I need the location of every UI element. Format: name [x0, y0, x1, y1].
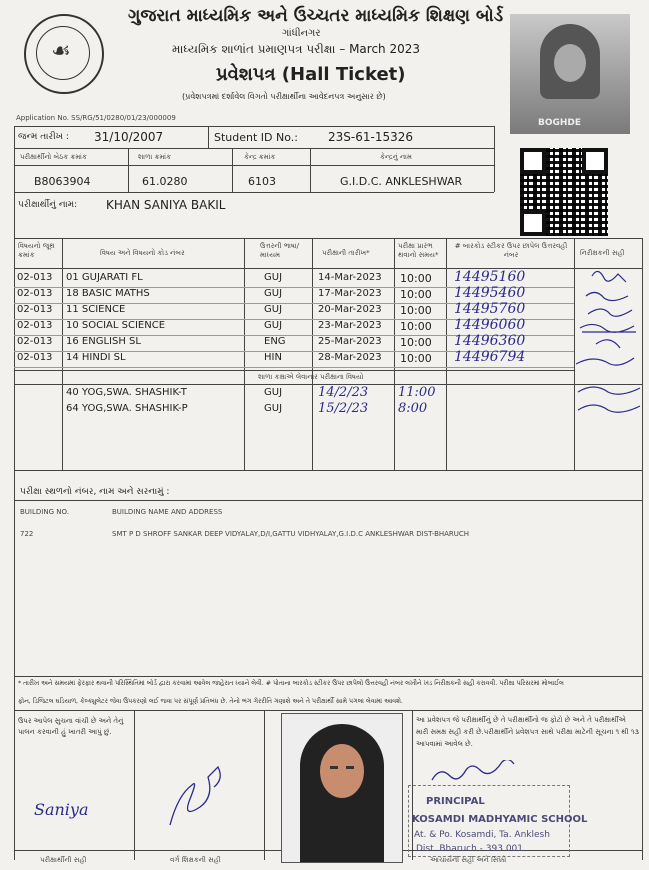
swan-icon: ☙	[51, 39, 71, 64]
subject-cell-date: 14-Mar-2023	[318, 272, 382, 283]
th-date: પરીક્ષાની તારીખ*	[322, 249, 370, 257]
subject-cell-date: 17-Mar-2023	[318, 288, 382, 299]
subject-cell-lang: ENG	[264, 336, 286, 347]
subject-cell-lang: GUJ	[264, 320, 283, 331]
qr-code	[520, 148, 608, 236]
subject-cell-group: 02-013	[17, 336, 53, 347]
name-label: પરીક્ષાર્થીનું નામ:	[18, 200, 78, 210]
subject-cell-group: 02-013	[17, 272, 53, 283]
signature-mark	[578, 387, 640, 394]
principal-sign-label: આચાર્યની સહી અને સિક્કો	[430, 856, 507, 864]
stamp-school-name: KOSAMDI MADHYAMIC SCHOOL	[412, 814, 588, 825]
subject-cell-answer-book: 14495460	[454, 285, 526, 301]
candidate-signature: Saniya	[34, 800, 89, 819]
student-id-value: 23S-61-15326	[328, 130, 413, 144]
board-city: ગાંધીનગર	[282, 28, 321, 39]
stamp-principal: PRINCIPAL	[426, 796, 485, 807]
doc-title: પ્રવેશપત્ર (Hall Ticket)	[216, 64, 406, 85]
school-subject-cell-time: 11:00	[398, 385, 436, 400]
th-subject: વિષય અને વિષયનો કોડ નંબર	[100, 249, 185, 257]
signature-mark	[586, 292, 628, 300]
note-line-1: * તારીખ અને સમયમાં ફેરફાર થવાની પરિસ્થિતિમાં બોર્ડ દ્વારા કરવામાં આવેલ જાહેરાત ધ્યાને લેવી. # પોતાના બારકોડ સ્ટીકર ઉપર છાપેલો ઉત્તરવહી નંબર લખીને ખંડ નિરીક્ષકની સહી કરાવવી. પરીક્ષા પરિસરમાં મોબાઈલ	[18, 680, 564, 687]
subject-cell-time: 10:00	[400, 304, 432, 317]
stamp-school-district: Dist. Bharuch - 393 001.	[416, 844, 526, 854]
photo-watermark: BOGHDE	[538, 118, 582, 128]
subject-cell-group: 02-013	[17, 304, 53, 315]
school-subject-cell-lang: GUJ	[264, 387, 283, 398]
application-number: Application No. SS/RG/51/0280/01/23/000009	[16, 114, 176, 122]
subject-cell-time: 10:00	[400, 320, 432, 333]
subject-cell-subject: 11 SCIENCE	[66, 304, 126, 315]
teacher-sign-label: વર્ગ શિક્ષકની સહી	[170, 856, 221, 864]
board-name: ગુજરાત માધ્યમિક અને ઉચ્ચતર માધ્યમિક શિક્ષણ બોર્ડ	[128, 6, 504, 26]
centre-name-value: G.I.D.C. ANKLESHWAR	[340, 175, 463, 188]
school-no-label: શાળા ક્રમાંક	[138, 153, 172, 161]
stamp-school-address: At. & Po. Kosamdi, Ta. Anklesh	[414, 830, 550, 840]
subject-cell-lang: HIN	[264, 352, 282, 363]
subject-cell-group: 02-013	[17, 352, 53, 363]
subject-cell-answer-book: 14496060	[454, 317, 526, 333]
subject-cell-time: 10:00	[400, 272, 432, 285]
signature-mark	[580, 324, 636, 332]
centre-no-value: 6103	[248, 175, 276, 188]
candidate-sign-label: પરીક્ષાર્થીની સહી	[40, 856, 87, 864]
doc-subtitle: (પ્રવેશપત્રમાં દર્શાવેલ વિગતો પરીક્ષાર્થીના આવેદનપત્ર અનુસાર છે)	[182, 92, 386, 101]
th-invigilator-sign: નિરીક્ષકની સહી	[580, 249, 625, 257]
school-subject-cell-date: 15/2/23	[318, 401, 369, 416]
subject-cell-lang: GUJ	[264, 272, 283, 283]
subject-cell-answer-book: 14495760	[454, 301, 526, 317]
subject-cell-answer-book: 14495160	[454, 269, 526, 285]
candidate-photo	[281, 713, 403, 863]
subject-cell-lang: GUJ	[264, 304, 283, 315]
subject-cell-subject: 18 BASIC MATHS	[66, 288, 150, 299]
th-group: વિષયનો જૂથ ક્રમાંક	[18, 242, 55, 259]
invigilator-signatures	[576, 266, 642, 426]
student-id-label: Student ID No.:	[214, 131, 298, 144]
subject-cell-lang: GUJ	[264, 288, 283, 299]
school-subject-cell-subject: 64 YOG,SWA. SHASHIK-P	[66, 403, 188, 414]
centre-no-label: કેન્દ્ર ક્રમાંક	[244, 153, 276, 161]
candidate-declaration: ઉપર આપેલ સુચના વાંચી છે અને તેનું પાલન કરવાની હું ખાતરી આપું છું.	[18, 717, 124, 736]
subject-cell-group: 02-013	[17, 320, 53, 331]
school-no-value: 61.0280	[142, 175, 188, 188]
building-no: 722	[20, 530, 34, 538]
seat-no-value: B8063904	[34, 175, 91, 188]
building-name-header: BUILDING NAME AND ADDRESS	[112, 508, 223, 516]
th-answer-book: # બારકોડ સ્ટીકર ઉપર છાપેલ ઉત્તરવહી નંબર	[454, 242, 568, 259]
school-subject-cell-date: 14/2/23	[318, 385, 369, 400]
board-logo	[24, 14, 104, 94]
signature-mark	[596, 340, 620, 348]
building-no-header: BUILDING NO.	[20, 508, 69, 516]
centre-name-label: કેન્દ્રનું નામ	[380, 153, 412, 161]
table-row-line	[14, 367, 574, 368]
school-subject-cell-time: 8:00	[398, 401, 428, 416]
note-line-2: ફોન, ડિજિટલ ઘડિયાળ, કેલ્ક્યુલેટર જેવા ઉપકરણો લઈ જવા પર સંપૂર્ણ પ્રતિબંધ છે. તેનો ભંગ ગેરરીતિ ગણાશે અને તે પરીક્ષાર્થી સામે પગલાં લેવામાં આવશે.	[18, 698, 403, 705]
subject-cell-subject: 01 GUJARATI FL	[66, 272, 143, 283]
seat-no-label: પરીક્ષાર્થીનો બેઠક ક્રમાંક	[20, 153, 87, 161]
school-subject-cell-lang: GUJ	[264, 403, 283, 414]
school-subject-cell-subject: 40 YOG,SWA. SHASHIK-T	[66, 387, 187, 398]
signature-mark	[576, 358, 634, 365]
exam-title: માધ્યમિક શાળાંત પ્રમાણપત્ર પરીક્ષા – March 2023	[172, 42, 421, 56]
candidate-name: KHAN SANIYA BAKIL	[106, 198, 226, 212]
candidate-photo-scan	[510, 14, 630, 134]
subject-cell-answer-book: 14496360	[454, 333, 526, 349]
subject-cell-time: 10:00	[400, 288, 432, 301]
th-language: ઉત્તરની ભાષા/માધ્યમ	[260, 242, 300, 259]
dob-value: 31/10/2007	[94, 130, 164, 144]
subject-cell-date: 20-Mar-2023	[318, 304, 382, 315]
principal-signature	[426, 760, 526, 786]
subject-cell-time: 10:00	[400, 336, 432, 349]
subject-cell-time: 10:00	[400, 352, 432, 365]
subject-cell-subject: 16 ENGLISH SL	[66, 336, 141, 347]
th-time: પરીક્ષા પ્રારંભ થવાનો સમય*	[398, 242, 439, 259]
school-level-label: શાળા કક્ષાએ લેવાનાર પરીક્ષાના વિષયો	[258, 373, 364, 381]
subject-cell-subject: 10 SOCIAL SCIENCE	[66, 320, 166, 331]
venue-heading: પરીક્ષા સ્થળનો નંબર, નામ અને સરનામું :	[20, 487, 170, 497]
signature-mark	[592, 271, 626, 282]
building-address: SMT P D SHROFF SANKAR DEEP VIDYALAY,D/I,GATTU VIDHYALAY,G.I.D.C ANKLESHWAR DIST-BHARUCH	[112, 530, 470, 538]
principal-declaration: આ પ્રવેશપત્ર જે પરીક્ષાર્થીનું છે તે પરીક્ષાર્થીનો જ ફોટો છે અને તે પરીક્ષાર્થીએ મારી સમક્ષ સહી કરી છે.પરીક્ષાર્થીને પ્રવેશપત્ર સાથે પરીક્ષા માટેની સૂચના ૧ થી ૧૩ આપવામાં આવેલ છે.	[416, 716, 639, 748]
class-teacher-signature	[160, 755, 230, 835]
subject-cell-answer-book: 14496794	[454, 349, 526, 365]
subject-cell-date: 28-Mar-2023	[318, 352, 382, 363]
dob-label: જન્મ તારીખ :	[18, 132, 69, 142]
subject-cell-date: 25-Mar-2023	[318, 336, 382, 347]
subject-cell-subject: 14 HINDI SL	[66, 352, 126, 363]
signature-mark	[588, 309, 632, 316]
subject-cell-date: 23-Mar-2023	[318, 320, 382, 331]
signature-mark	[578, 405, 640, 412]
subject-cell-group: 02-013	[17, 288, 53, 299]
